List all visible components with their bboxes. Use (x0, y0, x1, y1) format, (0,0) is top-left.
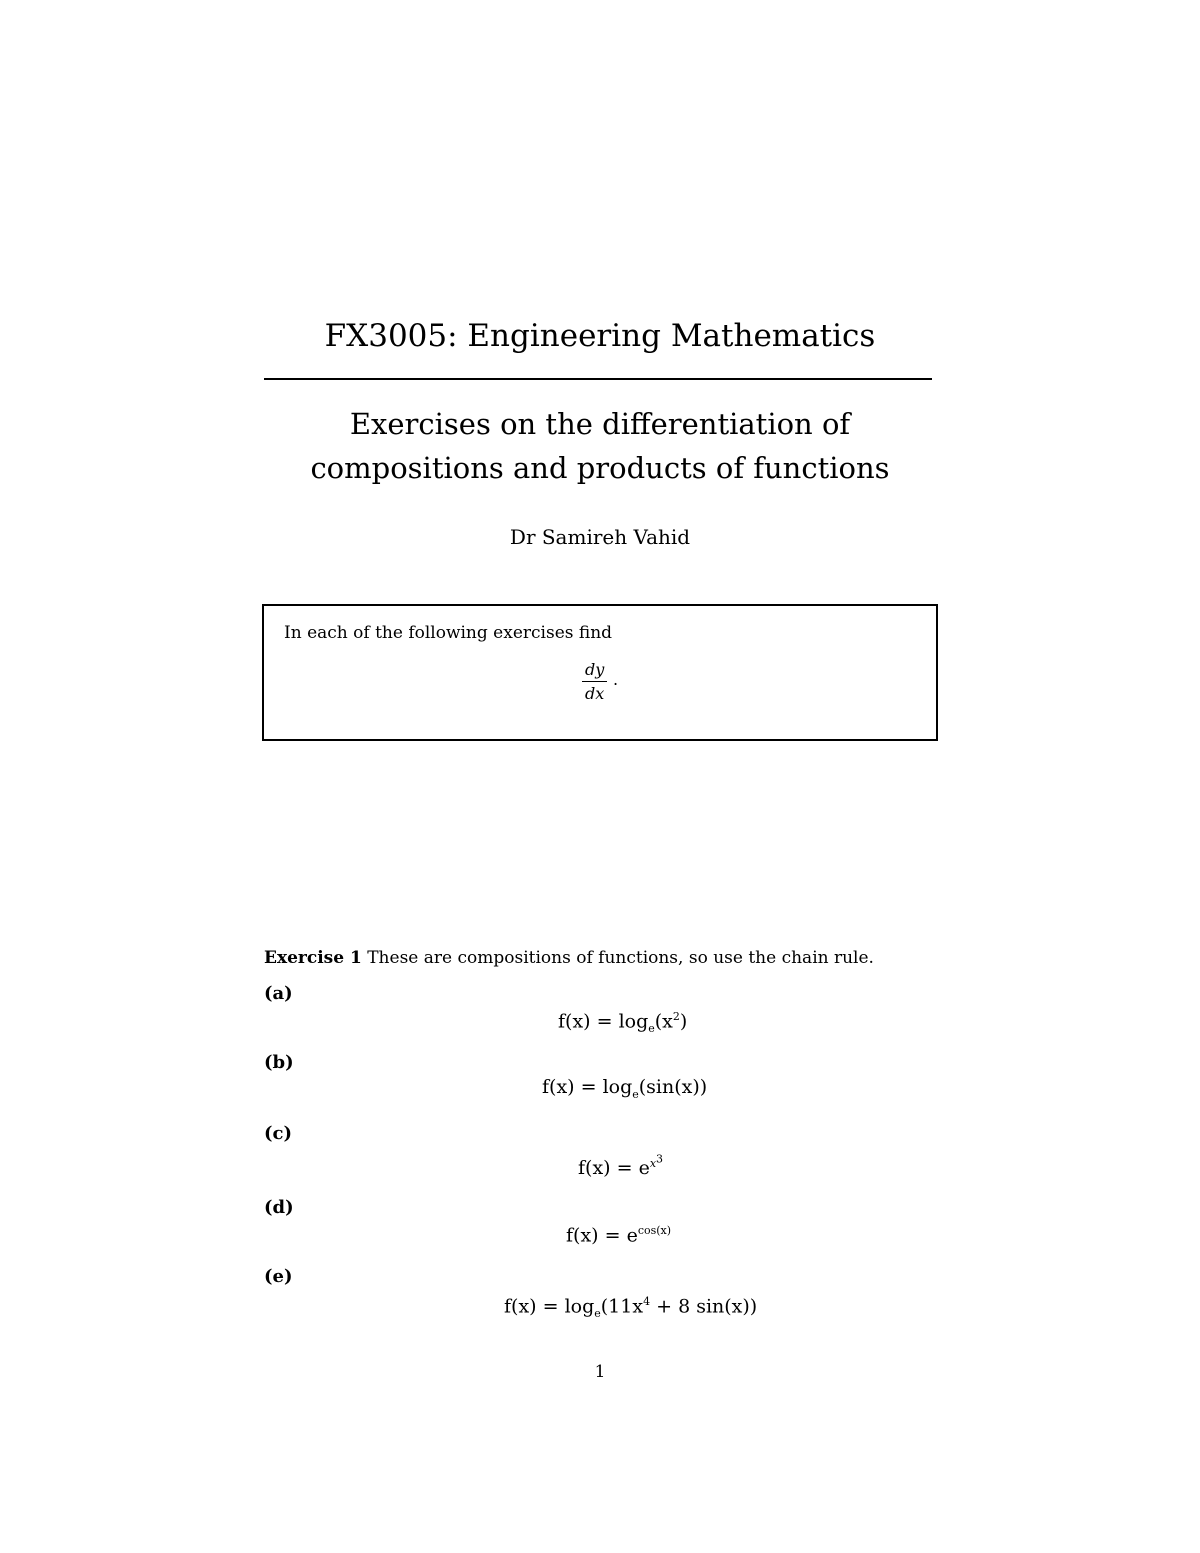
instruction-box (262, 604, 938, 741)
page-number: 1 (594, 1362, 606, 1382)
part-label-a: (a) (264, 983, 293, 1004)
formula-b: $f(x) = \log_e(\sin(x))$ (542, 1076, 708, 1101)
exercise-intro: These are compositions of functions, so use the chain rule. (367, 948, 874, 968)
instruction-text: In each of the following exercises find (284, 623, 613, 643)
formula-c: $f(x) = e^{x^3}$ (578, 1152, 664, 1179)
subtitle-line-2: compositions and products of functions (310, 451, 890, 485)
formula-a: $f(x) = \log_e(x^2)$ (558, 1010, 688, 1036)
part-label-d: (d) (264, 1197, 294, 1218)
part-label-e: (e) (264, 1266, 293, 1287)
exercise-number: Exercise 1 (264, 948, 362, 968)
document-title: FX3005: Engineering Mathematics (324, 318, 876, 354)
formula-d: $f(x) = e^{cos(x)}$ (566, 1224, 672, 1247)
subtitle-line-1: Exercises on the differentiation of (349, 407, 851, 441)
document-subtitle (0, 402, 1200, 490)
author-name: Dr Samireh Vahid (509, 525, 691, 549)
derivative-fraction (582, 660, 607, 703)
fraction-denominator: dx (585, 684, 605, 703)
title-rule (264, 378, 932, 380)
part-label-b: (b) (264, 1052, 294, 1073)
exercise-heading (264, 946, 874, 970)
fraction-numerator: dy (585, 660, 605, 679)
fraction-period: . (613, 670, 619, 689)
formula-e: $f(x) = \log_e(11x^4 + 8$ sin(x)) (504, 1295, 758, 1321)
part-label-c: (c) (264, 1123, 292, 1144)
